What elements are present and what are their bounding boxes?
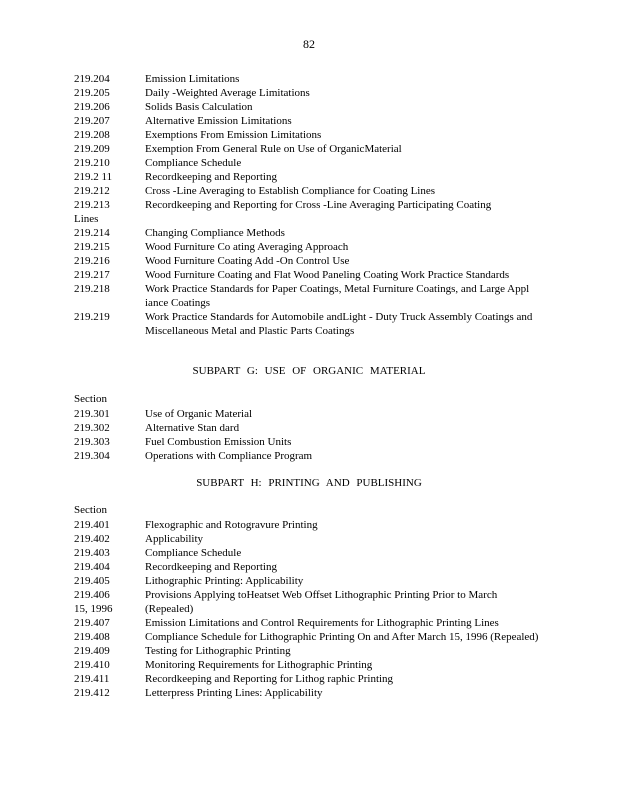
list-item xyxy=(74,254,544,268)
list-item xyxy=(74,532,544,546)
section-number: 219.304 xyxy=(74,450,110,462)
list-item xyxy=(74,184,544,198)
list-item xyxy=(74,268,544,282)
section-title: Wood Furniture Coating Add -On Control Use xyxy=(145,255,350,267)
section-title: Exemption From General Rule on Use of OrganicMaterial xyxy=(145,143,402,155)
section-title: Alternative Stan dard xyxy=(145,422,240,434)
section-number: 219.410 xyxy=(74,659,110,671)
subpart-h-list xyxy=(74,518,544,700)
section-number: 219.407 xyxy=(74,617,110,629)
section-title: Recordkeeping and Reporting xyxy=(145,561,277,573)
list-item xyxy=(74,435,544,449)
section-title: Alternative Emission Limitations xyxy=(145,115,292,127)
section-number: 219.216 xyxy=(74,255,110,267)
section-number: 219.2 11 xyxy=(74,171,113,183)
section-number: 219.213 xyxy=(74,199,110,211)
section-title: Wood Furniture Coating and Flat Wood Paneling Coating Work Practice Standards xyxy=(145,269,510,281)
section-title: Use of Organic Material xyxy=(145,408,253,420)
section-title: Emission Limitations xyxy=(145,73,240,85)
section-number: 219.217 xyxy=(74,269,110,281)
list-item xyxy=(74,546,544,560)
subpart-g-heading: SUBPART G: USE OF ORGANIC MATERIAL xyxy=(192,365,426,377)
list-item xyxy=(74,310,544,338)
section-number: 219.409 xyxy=(74,645,110,657)
list-item xyxy=(74,421,544,435)
list-item xyxy=(74,72,544,86)
section-number: 219.208 xyxy=(74,129,110,141)
section-number: 219.303 xyxy=(74,436,110,448)
section-number: 219.403 xyxy=(74,547,110,559)
section-title: Compliance Schedule xyxy=(145,157,242,169)
section-number: 219.205 xyxy=(74,87,110,99)
section-number: 219.214 xyxy=(74,227,110,239)
section-number: 219.411 xyxy=(74,673,110,685)
list-item xyxy=(74,574,544,588)
list-item xyxy=(74,588,544,602)
section-title: Applicability xyxy=(145,533,204,545)
section-title: Compliance Schedule xyxy=(145,547,242,559)
list-item xyxy=(74,142,544,156)
subpart-h-heading: SUBPART H: PRINTING AND PUBLISHING xyxy=(196,477,422,489)
list-item xyxy=(74,560,544,574)
section-number: 219.412 xyxy=(74,687,110,699)
section-title: Recordkeeping and Reporting for Cross -Line Averaging Participating Coating xyxy=(145,199,492,211)
list-item xyxy=(74,658,544,672)
section-title: Emission Limitations and Control Requirements for Lithographic Printing Lines xyxy=(145,617,499,629)
list-item xyxy=(74,226,544,240)
section-number: 219.210 xyxy=(74,157,110,169)
section-number: 219.204 xyxy=(74,73,110,85)
section-number: 219.218 xyxy=(74,283,110,295)
list-item xyxy=(74,240,544,254)
list-item xyxy=(74,156,544,170)
section-title: Lithographic Printing: Applicability xyxy=(145,575,304,587)
section-number: 219.402 xyxy=(74,533,110,545)
list-item xyxy=(74,616,544,630)
section-title: Fuel Combustion Emission Units xyxy=(145,436,292,448)
section-number: 219.219 xyxy=(74,311,110,323)
page-number: 82 xyxy=(303,37,315,51)
section-title: Daily -Weighted Average Limitations xyxy=(145,87,310,99)
list-item xyxy=(74,100,544,114)
section-number-continuation: 15, 1996 xyxy=(74,603,113,615)
section-title: Changing Compliance Methods xyxy=(145,227,285,239)
section-number: 219.408 xyxy=(74,631,110,643)
section-label: Section xyxy=(74,393,107,405)
list-item xyxy=(74,644,544,658)
section-number: 219.302 xyxy=(74,422,110,434)
list-item xyxy=(74,114,544,128)
list-item xyxy=(74,672,544,686)
section-number: 219.206 xyxy=(74,101,110,113)
list-item-continuation xyxy=(74,602,544,616)
section-title: Letterpress Printing Lines: Applicability xyxy=(145,687,323,699)
section-title: Work Practice Standards for Paper Coatings, Metal Furniture Coatings, and Large Appl iance Coatings xyxy=(145,283,530,309)
section-number: 219.406 xyxy=(74,589,110,601)
section-number: 219.401 xyxy=(74,519,110,531)
list-item xyxy=(74,630,544,644)
list-item xyxy=(74,407,544,421)
section-number: 219.212 xyxy=(74,185,110,197)
section-title: Flexographic and Rotogravure Printing xyxy=(145,519,318,531)
section-number: 219.405 xyxy=(74,575,110,587)
section-number: 219.301 xyxy=(74,408,110,420)
section-title: Recordkeeping and Reporting xyxy=(145,171,277,183)
list-item xyxy=(74,686,544,700)
section-title-continuation: (Repealed) xyxy=(145,603,194,615)
list-item xyxy=(74,86,544,100)
section-title: Testing for Lithographic Printing xyxy=(145,645,291,657)
section-title: Work Practice Standards for Automobile andLight - Duty Truck Assembly Coatings and Miscellaneous Metal and Plastic Parts Coatings xyxy=(145,311,533,337)
list-item xyxy=(74,198,544,212)
section-title: Compliance Schedule for Lithographic Printing On and After March 15, 1996 (Repealed) xyxy=(145,631,539,643)
section-label: Section xyxy=(74,504,107,516)
section-number: 219.404 xyxy=(74,561,110,573)
list-item xyxy=(74,170,544,184)
list-item xyxy=(74,518,544,532)
section-number: 219.215 xyxy=(74,241,110,253)
section-title: Wood Furniture Co ating Averaging Approach xyxy=(145,241,349,253)
section-title: Recordkeeping and Reporting for Lithog raphic Printing xyxy=(145,673,394,685)
section-title: Operations with Compliance Program xyxy=(145,450,313,462)
list-item xyxy=(74,449,544,463)
section-title-continuation: Lines xyxy=(74,213,99,225)
section-number: 219.209 xyxy=(74,143,110,155)
section-title: Provisions Applying toHeatset Web Offset Lithographic Printing Prior to March xyxy=(145,589,498,601)
subpart-g-list xyxy=(74,407,544,463)
section-title: Solids Basis Calculation xyxy=(145,101,253,113)
section-title: Monitoring Requirements for Lithographic Printing xyxy=(145,659,373,671)
section-title: Exemptions From Emission Limitations xyxy=(145,129,322,141)
section-title: Cross -Line Averaging to Establish Compliance for Coating Lines xyxy=(145,185,436,197)
section-number: 219.207 xyxy=(74,115,110,127)
subpart-f-list xyxy=(74,72,544,338)
list-item xyxy=(74,128,544,142)
list-item xyxy=(74,282,544,310)
